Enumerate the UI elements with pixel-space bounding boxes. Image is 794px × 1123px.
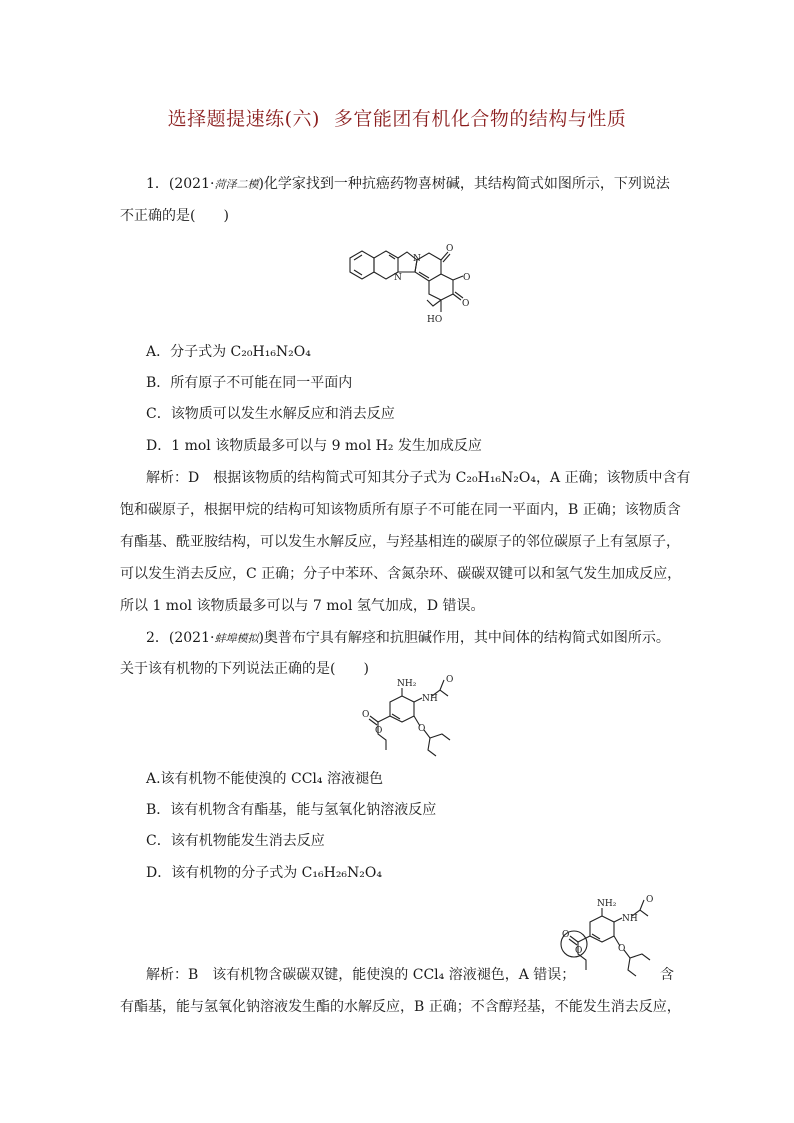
q2-answer-line2: 有酯基，能与氢氧化钠溶液发生酯的水解反应，B 正确；不含醇羟基，不能发生消去反应， <box>120 999 681 1015</box>
q1-option-a: A．分子式为 C₂₀H₁₆N₂O₄ <box>146 344 311 360</box>
q1-answer-line4: 可以发生消去反应，C 正确；分子中苯环、含氮杂环、碳碳双键可以和氢气发生加成反应， <box>120 566 682 582</box>
q2-answer-line1: 解析：B 该有机物含碳碳双键，能使溴的 CCl₄ 溶液褪色，A 错误； <box>146 967 576 983</box>
q2-ans-fig-o4: O <box>646 895 654 905</box>
q1-stem-line2: 不正确的是( ) <box>120 208 229 224</box>
q1-option-d: D．1 mol 该物质最多可以与 9 mol H₂ 发生加成反应 <box>146 438 482 454</box>
q2-structure-figure <box>360 674 470 764</box>
q2-answer-line1-end: 含 <box>660 967 674 983</box>
q2-option-d: D．该有机物的分子式为 C₁₆H₂₆N₂O₄ <box>146 865 382 881</box>
q1-answer-line1: 解析：D 根据该物质的结构简式可知其分子式为 C₂₀H₁₆N₂O₄，A 正确；该物质中含有 <box>146 470 691 486</box>
q2-stem-text: )奥普布宁具有解痉和抗胆碱作用，其中间体的结构简式如图所示。 <box>258 630 670 646</box>
q1-structure-figure <box>345 236 480 328</box>
title-part1: 选择题提速练(六) <box>167 108 320 130</box>
q2-fig-nh: NH <box>422 694 438 704</box>
q1-number: 1．(2021· <box>146 176 215 192</box>
q2-fig-o4: O <box>446 675 454 685</box>
q1-option-b: B．所有原子不可能在同一平面内 <box>146 375 353 391</box>
q2-option-a: A.该有机物不能使溴的 CCl₄ 溶液褪色 <box>146 771 383 787</box>
q2-answer-structure-figure <box>560 892 670 984</box>
q2-ans-fig-nh2: NH₂ <box>597 899 617 909</box>
q1-option-c: C．该物质可以发生水解反应和消去反应 <box>146 406 395 422</box>
q1-fig-ho: HO <box>427 315 443 325</box>
q1-fig-o2: O <box>463 273 471 283</box>
page-title <box>0 104 794 131</box>
q1-answer-line5: 所以 1 mol 该物质最多可以与 7 mol 氢气加成，D 错误。 <box>120 598 485 614</box>
q2-number: 2．(2021· <box>146 630 215 646</box>
q1-stem-text: )化学家找到一种抗癌药物喜树碱，其结构简式如图所示，下列说法 <box>258 176 670 192</box>
q2-option-c: C．该有机物能发生消去反应 <box>146 833 325 849</box>
q2-stem-line2: 关于该有机物的下列说法正确的是( ) <box>120 661 369 677</box>
q1-source: 菏泽二模 <box>214 178 259 191</box>
title-part2: 多官能团有机化合物的结构与性质 <box>333 108 627 130</box>
q1-fig-n2: N <box>394 273 402 283</box>
q2-option-b: B．该有机物含有酯基，能与氢氧化钠溶液反应 <box>146 802 437 818</box>
q2-source: 蚌埠模拟 <box>214 632 259 645</box>
q2-fig-o1: O <box>362 710 370 720</box>
q1-answer-line2: 饱和碳原子，根据甲烷的结构可知该物质所有原子不可能在同一平面内，B 正确；该物质含 <box>120 502 681 518</box>
q2-ans-fig-nh: NH <box>622 914 638 924</box>
q1-fig-n: N <box>413 254 421 264</box>
q1-fig-o3: O <box>462 299 470 309</box>
q2-ans-fig-o2: O <box>575 946 583 956</box>
q2-fig-o2: O <box>375 726 383 736</box>
q1-stem-line1 <box>146 175 706 194</box>
q1-fig-o1: O <box>446 244 454 254</box>
q1-answer-line3: 有酯基、酰亚胺结构，可以发生水解反应，与羟基相连的碳原子的邻位碳原子上有氢原子， <box>120 534 680 550</box>
q2-stem-line1 <box>146 629 706 648</box>
q2-fig-o3: O <box>418 724 426 734</box>
q2-ans-fig-o1: O <box>562 930 570 940</box>
q2-fig-nh2: NH₂ <box>397 679 417 689</box>
q2-ans-fig-o3: O <box>618 944 626 954</box>
